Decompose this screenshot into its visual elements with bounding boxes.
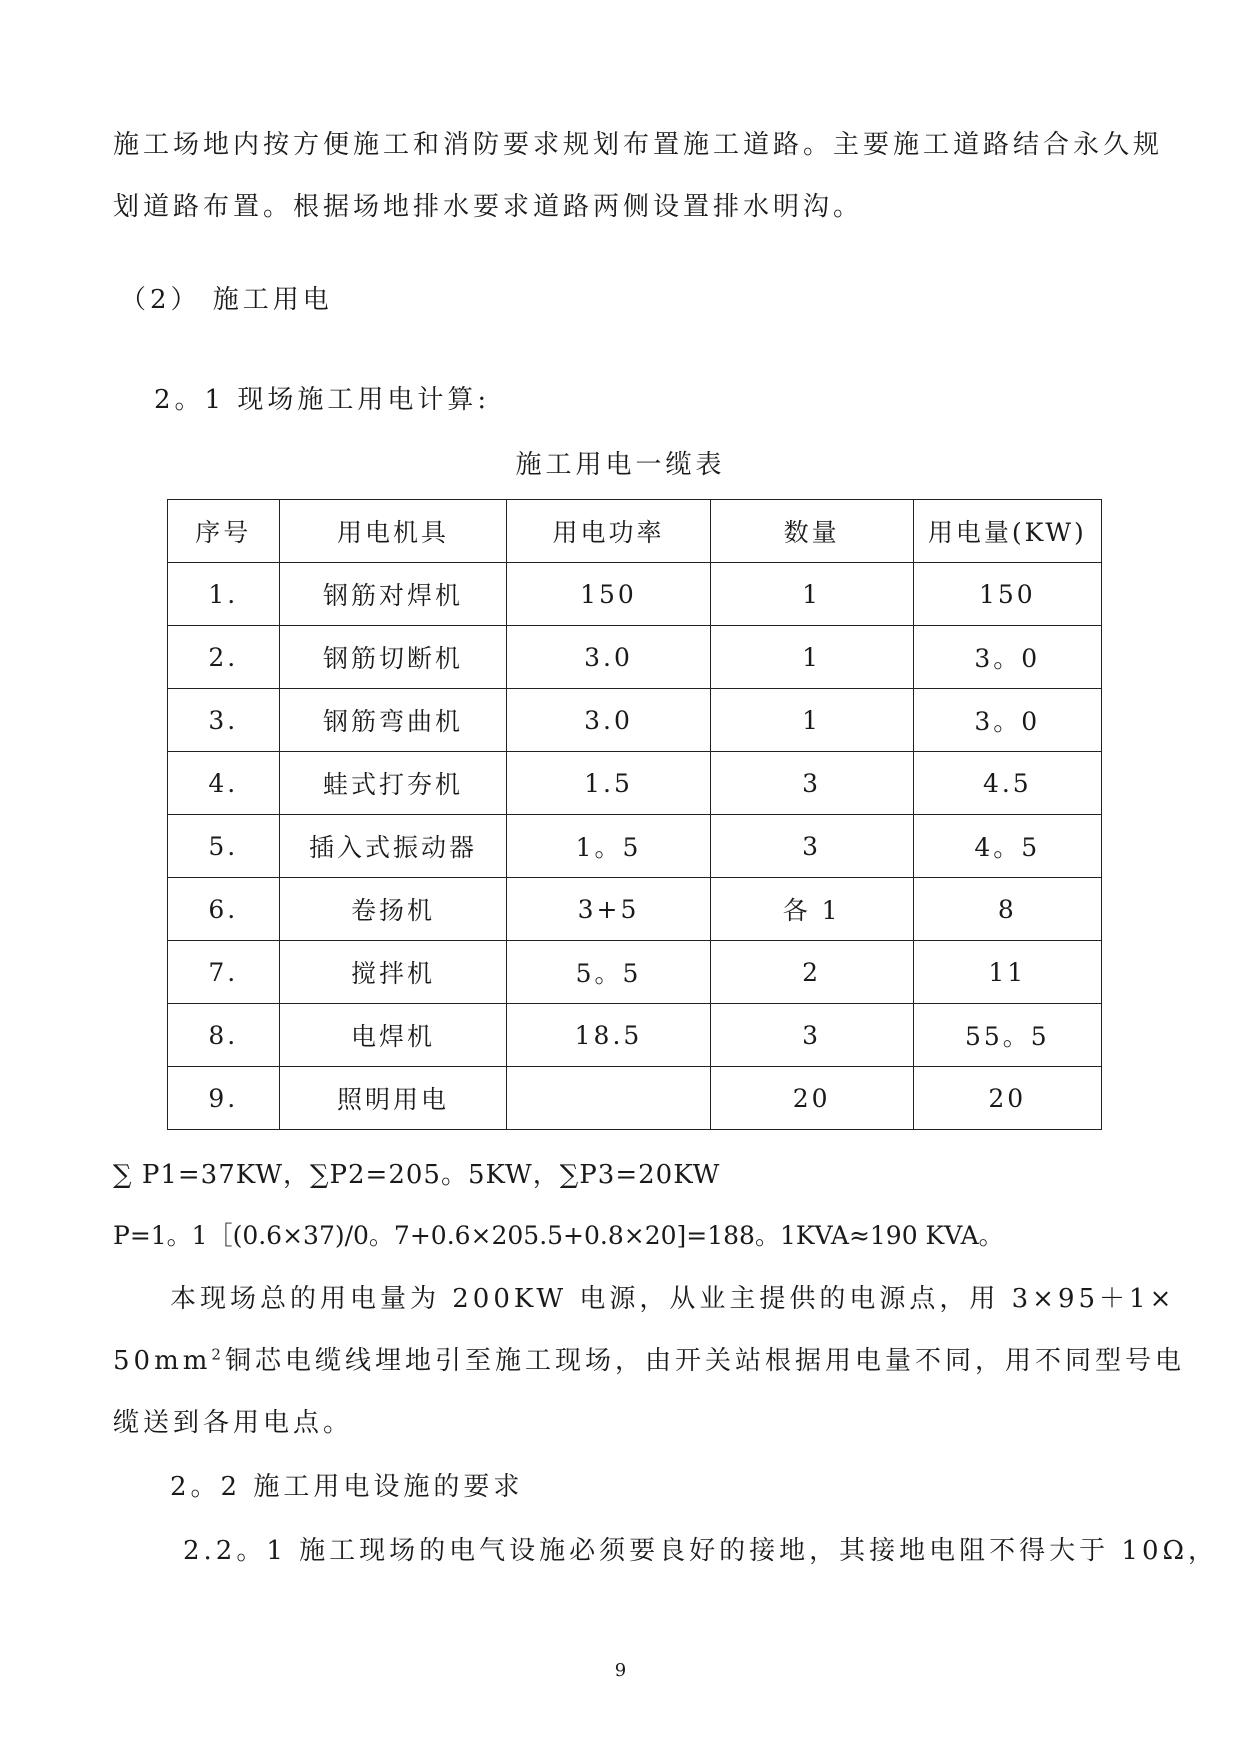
paragraph-supply-line3: 缆送到各用电点。 [113, 1408, 354, 1438]
cell-quantity: 3 [710, 815, 913, 878]
cell-power [507, 1067, 710, 1130]
cell-power: 3.0 [507, 689, 710, 752]
cell-power: 5。5 [507, 941, 710, 1004]
table-header-row [168, 500, 1102, 563]
cell-equipment: 钢筋对焊机 [279, 563, 507, 626]
cell-consumption: 4。5 [913, 815, 1101, 878]
cell-equipment: 蛙式打夯机 [279, 752, 507, 815]
cell-consumption: 20 [913, 1067, 1101, 1130]
table-row [168, 815, 1102, 878]
cell-quantity: 1 [710, 563, 913, 626]
cell-index: 2. [168, 626, 280, 689]
cell-quantity: 1 [710, 626, 913, 689]
cell-consumption: 4.5 [913, 752, 1101, 815]
cell-power: 3+5 [507, 878, 710, 941]
cell-equipment: 卷扬机 [279, 878, 507, 941]
cell-index: 8. [168, 1004, 280, 1067]
cell-equipment: 照明用电 [279, 1067, 507, 1130]
header-index: 序号 [168, 500, 280, 563]
cell-equipment: 钢筋切断机 [279, 626, 507, 689]
table-row [168, 689, 1102, 752]
table-row [168, 752, 1102, 815]
cell-quantity: 2 [710, 941, 913, 1004]
header-quantity: 数量 [710, 500, 913, 563]
cell-consumption: 150 [913, 563, 1101, 626]
cell-index: 6. [168, 878, 280, 941]
cell-consumption: 3。0 [913, 626, 1101, 689]
cell-consumption: 3。0 [913, 689, 1101, 752]
header-consumption: 用电量(KW) [913, 500, 1101, 563]
table-row [168, 878, 1102, 941]
cell-power: 3.0 [507, 626, 710, 689]
formula-line: P=1。1［(0.6×37)/0。7+0.6×205.5+0.8×20]=188。1KVA≈190 KVA。 [113, 1221, 1004, 1250]
cell-index: 9. [168, 1067, 280, 1130]
power-usage-table [167, 499, 1102, 1130]
cell-index: 7. [168, 941, 280, 1004]
cell-consumption: 55。5 [913, 1004, 1101, 1067]
cell-consumption: 8 [913, 878, 1101, 941]
subsection-heading-2-2: 2。2 施工用电设施的要求 [170, 1472, 524, 1502]
cable-size: 50mm [113, 1346, 212, 1376]
table-row [168, 941, 1102, 1004]
cell-quantity: 各 1 [710, 878, 913, 941]
cell-power: 150 [507, 563, 710, 626]
table-row [168, 1004, 1102, 1067]
supply-text: 铜芯电缆线埋地引至施工现场，由开关站根据用电量不同，用不同型号电 [224, 1346, 1185, 1376]
cell-index: 5. [168, 815, 280, 878]
cell-equipment: 插入式振动器 [279, 815, 507, 878]
cell-index: 3. [168, 689, 280, 752]
cell-power: 1。5 [507, 815, 710, 878]
cell-quantity: 1 [710, 689, 913, 752]
cell-quantity: 3 [710, 752, 913, 815]
cell-power: 18.5 [507, 1004, 710, 1067]
paragraph-grounding: 2.2。1 施工现场的电气设施必须要良好的接地，其接地电阻不得大于 10Ω， [183, 1536, 1219, 1566]
header-power: 用电功率 [507, 500, 710, 563]
table-row [168, 626, 1102, 689]
sum-line: ∑ P1=37KW，∑P2=205。5KW，∑P3=20KW [113, 1160, 721, 1190]
table-row [168, 563, 1102, 626]
cell-index: 1. [168, 563, 280, 626]
subsection-heading-2-1: 2。1 现场施工用电计算: [154, 385, 491, 415]
cell-equipment: 搅拌机 [279, 941, 507, 1004]
page-number: 9 [614, 1660, 627, 1681]
cell-power: 1.5 [507, 752, 710, 815]
cell-index: 4. [168, 752, 280, 815]
paragraph-supply-line1: 本现场总的用电量为 200KW 电源，从业主提供的电源点，用 3×95＋1× [170, 1284, 1176, 1314]
cell-quantity: 20 [710, 1067, 913, 1130]
superscript-2: 2 [211, 1345, 225, 1364]
cell-equipment: 电焊机 [279, 1004, 507, 1067]
table-row [168, 1067, 1102, 1130]
cell-consumption: 11 [913, 941, 1101, 1004]
section-heading-power: （2） 施工用电 [120, 285, 333, 315]
header-equipment: 用电机具 [279, 500, 507, 563]
table-title: 施工用电一缆表 [515, 450, 726, 480]
paragraph-road-line1: 施工场地内按方便施工和消防要求规划布置施工道路。主要施工道路结合永久规 [113, 130, 1164, 160]
paragraph-road-line2: 划道路布置。根据场地排水要求道路两侧设置排水明沟。 [113, 192, 864, 222]
paragraph-supply-line2 [113, 1340, 1185, 1377]
cell-quantity: 3 [710, 1004, 913, 1067]
cell-equipment: 钢筋弯曲机 [279, 689, 507, 752]
